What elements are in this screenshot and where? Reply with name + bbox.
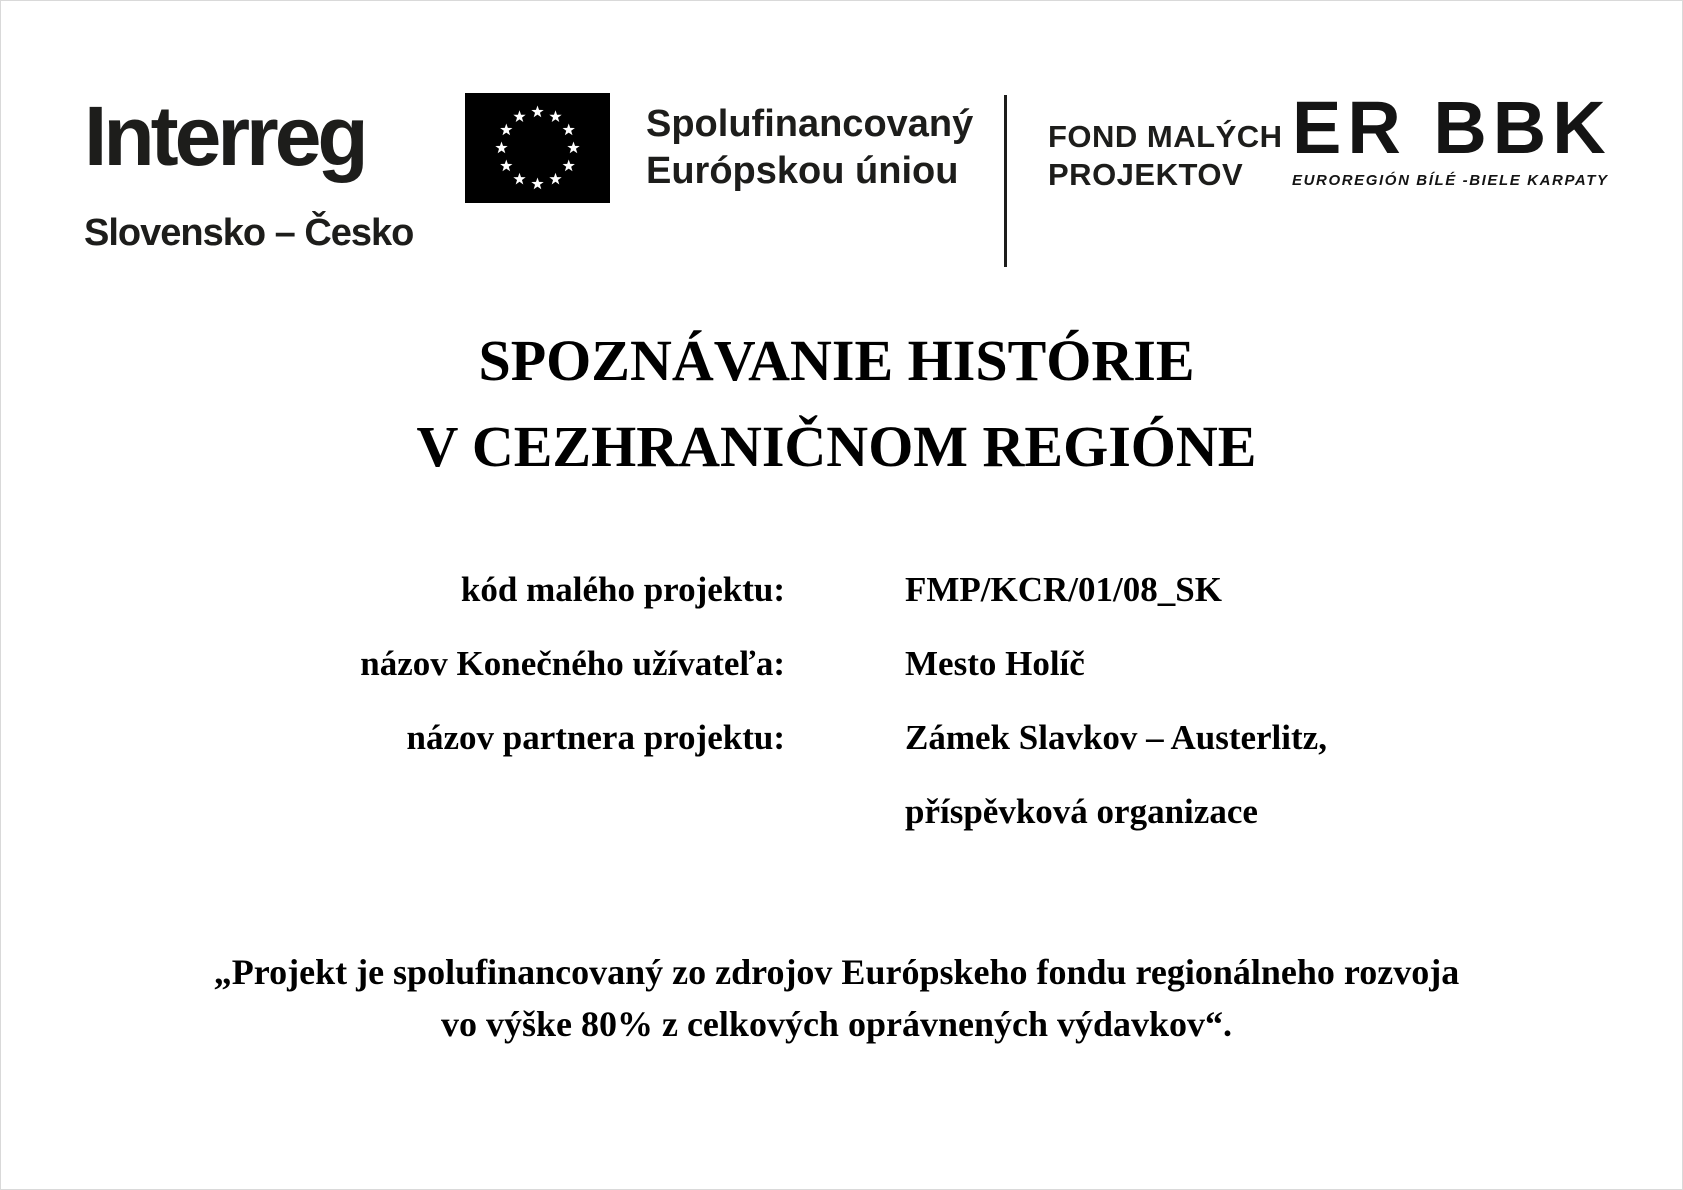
header-divider <box>1004 95 1007 267</box>
field-value: Mesto Holíč <box>905 644 1085 683</box>
field-label: názov Konečného užívateľa: <box>360 644 785 683</box>
interreg-brand-text: Interreg <box>84 89 365 183</box>
eu-flag-icon <box>465 93 610 203</box>
erbbk-subtitle-text: EUROREGIÓN BÍLÉ -BIELE KARPATY <box>1292 172 1609 189</box>
field-label: kód malého projektu: <box>460 570 785 609</box>
cofinancing-line2: vo výške 80% z celkových oprávnených výdavkov“. <box>440 1004 1233 1044</box>
field-label <box>0 788 785 836</box>
page-title <box>0 318 1673 490</box>
field-row-project-partner <box>0 714 1683 762</box>
cofinancing-line1: „Projekt je spolufinancovaný zo zdrojov Európskeho fondu regionálneho rozvoja <box>213 952 1460 992</box>
field-value: Zámek Slavkov – Austerlitz, <box>905 718 1327 757</box>
eu-cofunded-line1: Spolufinancovaný <box>646 103 974 145</box>
fund-line2: PROJEKTOV <box>1048 157 1244 192</box>
erbbk-logo-text: ER BBK <box>1292 86 1612 169</box>
small-projects-fund-logo <box>1048 118 1283 194</box>
page-title-line2: V CEZHRANIČNOM REGIÓNE <box>416 414 1257 479</box>
interreg-program-text: Slovensko – Česko <box>84 212 414 254</box>
cofinancing-statement <box>0 946 1673 1050</box>
fund-line1: FOND MALÝCH <box>1048 119 1283 154</box>
erbbk-logo <box>1292 88 1632 189</box>
eu-funding-logo <box>465 93 973 203</box>
field-row-end-user <box>0 640 1683 688</box>
field-value: příspěvková organizace <box>905 792 1258 831</box>
page-title-line1: SPOZNÁVANIE HISTÓRIE <box>478 328 1195 393</box>
project-fields <box>0 566 1683 862</box>
field-label: názov partnera projektu: <box>406 718 785 757</box>
field-row-partner-continued <box>0 788 1683 836</box>
eu-cofunded-line2: Európskou úniou <box>646 150 959 192</box>
interreg-logo <box>84 86 413 255</box>
field-value: FMP/KCR/01/08_SK <box>905 570 1222 609</box>
field-row-project-code <box>0 566 1683 614</box>
eu-cofunded-text <box>646 101 973 195</box>
